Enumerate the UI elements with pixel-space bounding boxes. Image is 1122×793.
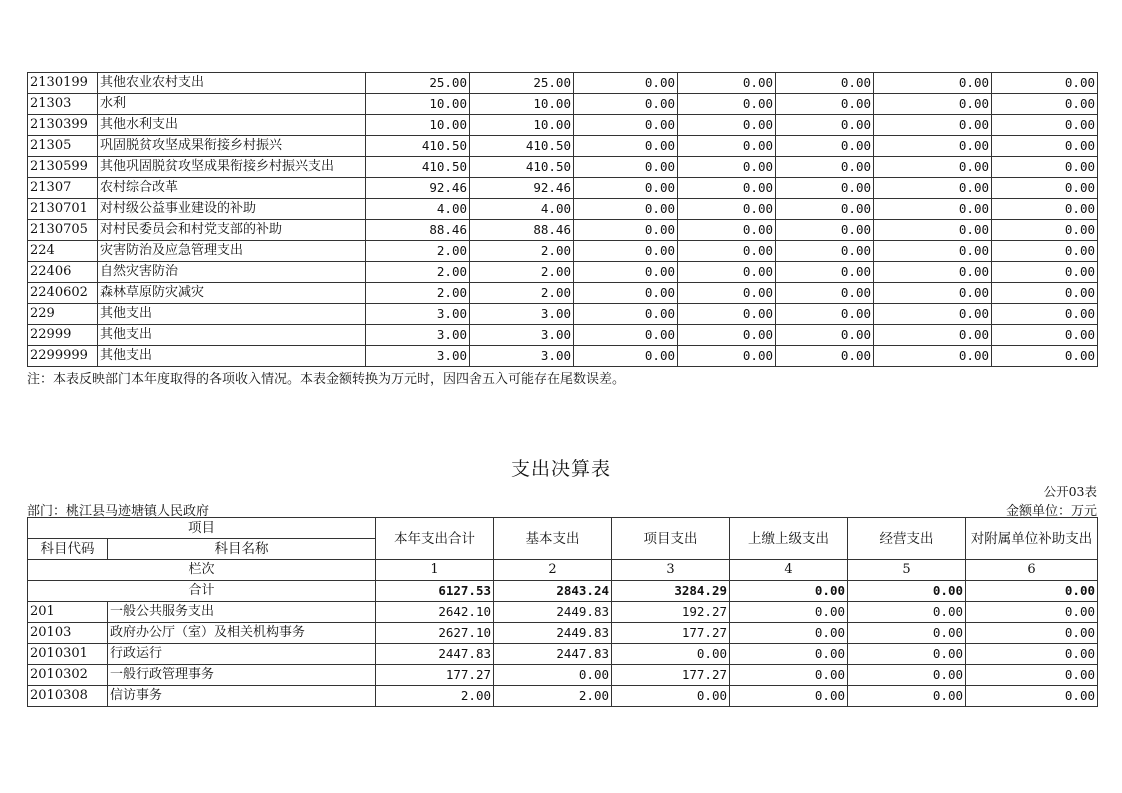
subject-code: 2130599: [28, 157, 98, 178]
amount-cell: 2.00: [470, 241, 574, 262]
amount-cell: 0.00: [574, 241, 678, 262]
amount-cell: 0.00: [730, 623, 848, 644]
column-number: 2: [494, 560, 612, 581]
amount-cell: 0.00: [992, 346, 1098, 367]
amount-cell: 2627.10: [376, 623, 494, 644]
amount-cell: 2449.83: [494, 623, 612, 644]
amount-cell: 0.00: [874, 199, 992, 220]
total-value: 0.00: [966, 581, 1098, 602]
amount-cell: 25.00: [470, 73, 574, 94]
amount-cell: 0.00: [678, 115, 776, 136]
amount-cell: 0.00: [776, 220, 874, 241]
subject-code: 21307: [28, 178, 98, 199]
table-row: [28, 199, 1098, 220]
amount-cell: 0.00: [574, 73, 678, 94]
amount-cell: 0.00: [874, 73, 992, 94]
column-header: 项目支出: [612, 518, 730, 560]
amount-cell: 0.00: [874, 304, 992, 325]
total-value: 0.00: [848, 581, 966, 602]
amount-cell: 0.00: [574, 304, 678, 325]
amount-cell: 0.00: [574, 136, 678, 157]
amount-cell: 0.00: [678, 73, 776, 94]
amount-cell: 0.00: [874, 241, 992, 262]
subject-name: 一般公共服务支出: [108, 602, 376, 623]
amount-cell: 10.00: [470, 115, 574, 136]
amount-cell: 0.00: [776, 73, 874, 94]
amount-cell: 0.00: [874, 157, 992, 178]
amount-cell: 410.50: [366, 157, 470, 178]
subject-code: 2130399: [28, 115, 98, 136]
subject-code: 2130701: [28, 199, 98, 220]
subject-code: 2010301: [28, 644, 108, 665]
amount-cell: 0.00: [776, 346, 874, 367]
amount-cell: 0.00: [678, 178, 776, 199]
amount-cell: 0.00: [776, 241, 874, 262]
amount-cell: 0.00: [730, 602, 848, 623]
amount-cell: 4.00: [366, 199, 470, 220]
amount-cell: 2447.83: [376, 644, 494, 665]
amount-cell: 0.00: [966, 665, 1098, 686]
amount-cell: 0.00: [848, 602, 966, 623]
amount-cell: 0.00: [992, 178, 1098, 199]
page-title: 支出决算表: [510, 458, 611, 480]
amount-cell: 2.00: [470, 262, 574, 283]
amount-cell: 0.00: [874, 94, 992, 115]
amount-cell: 0.00: [678, 220, 776, 241]
subject-code: 22999: [28, 325, 98, 346]
amount-cell: 410.50: [470, 157, 574, 178]
subject-code: 2010308: [28, 686, 108, 707]
amount-cell: 0.00: [776, 94, 874, 115]
amount-cell: 0.00: [848, 665, 966, 686]
subject-name: 对村级公益事业建设的补助: [98, 199, 366, 220]
subject-name: 森林草原防灾减灾: [98, 283, 366, 304]
amount-cell: 2.00: [366, 262, 470, 283]
unit-label: 金额单位：万元: [1005, 504, 1097, 519]
subject-code: 2299999: [28, 346, 98, 367]
subject-name: 其他巩固脱贫攻坚成果衔接乡村振兴支出: [98, 157, 366, 178]
amount-cell: 0.00: [874, 115, 992, 136]
amount-cell: 177.27: [376, 665, 494, 686]
subject-code: 2130705: [28, 220, 98, 241]
table-row: [28, 115, 1098, 136]
amount-cell: 0.00: [776, 115, 874, 136]
amount-cell: 0.00: [776, 199, 874, 220]
table-row: [28, 94, 1098, 115]
table-row: [28, 665, 1098, 686]
table-row: [28, 686, 1098, 707]
column-number: 1: [376, 560, 494, 581]
amount-cell: 0.00: [678, 157, 776, 178]
amount-cell: 3.00: [470, 325, 574, 346]
amount-cell: 0.00: [776, 325, 874, 346]
amount-cell: 0.00: [612, 644, 730, 665]
amount-cell: 0.00: [678, 199, 776, 220]
code-header: 科目代码: [28, 539, 108, 560]
amount-cell: 10.00: [366, 94, 470, 115]
subject-code: 201: [28, 602, 108, 623]
subject-name: 其他农业农村支出: [98, 73, 366, 94]
item-header: 项目: [28, 518, 376, 539]
amount-cell: 0.00: [776, 157, 874, 178]
table-row: [28, 136, 1098, 157]
amount-cell: 192.27: [612, 602, 730, 623]
amount-cell: 0.00: [874, 346, 992, 367]
amount-cell: 3.00: [366, 325, 470, 346]
table-row: [28, 220, 1098, 241]
column-header: 基本支出: [494, 518, 612, 560]
amount-cell: 410.50: [366, 136, 470, 157]
department-label: 部门：桃江县马迹塘镇人民政府: [27, 504, 210, 519]
subject-code: 22406: [28, 262, 98, 283]
table-row: [28, 304, 1098, 325]
amount-cell: 0.00: [730, 665, 848, 686]
amount-cell: 4.00: [470, 199, 574, 220]
subject-name: 一般行政管理事务: [108, 665, 376, 686]
form-number: 公开03表: [1043, 484, 1097, 499]
subject-name: 信访事务: [108, 686, 376, 707]
subject-name: 政府办公厅（室）及相关机构事务: [108, 623, 376, 644]
amount-cell: 2.00: [376, 686, 494, 707]
amount-cell: 0.00: [966, 602, 1098, 623]
expenditure-table: [27, 517, 1098, 707]
table-note: 注：本表反映部门本年度取得的各项收入情况。本表金额转换为万元时，因四舍五入可能存在尾数误差。: [27, 372, 626, 387]
subject-name: 其他支出: [98, 304, 366, 325]
subject-name: 其他支出: [98, 325, 366, 346]
amount-cell: 3.00: [366, 346, 470, 367]
amount-cell: 0.00: [966, 686, 1098, 707]
amount-cell: 0.00: [992, 115, 1098, 136]
amount-cell: 2.00: [494, 686, 612, 707]
amount-cell: 0.00: [874, 262, 992, 283]
amount-cell: 0.00: [574, 283, 678, 304]
amount-cell: 0.00: [874, 325, 992, 346]
amount-cell: 3.00: [470, 346, 574, 367]
amount-cell: 2.00: [366, 283, 470, 304]
amount-cell: 0.00: [874, 220, 992, 241]
amount-cell: 0.00: [966, 644, 1098, 665]
subject-code: 2010302: [28, 665, 108, 686]
header-row-1: [28, 518, 1098, 539]
subject-code: 20103: [28, 623, 108, 644]
amount-cell: 0.00: [574, 346, 678, 367]
amount-cell: 0.00: [678, 283, 776, 304]
amount-cell: 0.00: [848, 623, 966, 644]
column-header: 经营支出: [848, 518, 966, 560]
amount-cell: 0.00: [992, 262, 1098, 283]
revenue-table: [27, 72, 1098, 367]
total-value: 2843.24: [494, 581, 612, 602]
amount-cell: 0.00: [730, 686, 848, 707]
amount-cell: 0.00: [574, 325, 678, 346]
column-header: 本年支出合计: [376, 518, 494, 560]
subject-code: 2240602: [28, 283, 98, 304]
subject-name: 农村综合改革: [98, 178, 366, 199]
subject-code: 224: [28, 241, 98, 262]
amount-cell: 10.00: [470, 94, 574, 115]
amount-cell: 2.00: [470, 283, 574, 304]
amount-cell: 0.00: [992, 325, 1098, 346]
amount-cell: 3.00: [470, 304, 574, 325]
amount-cell: 0.00: [678, 241, 776, 262]
total-value: 0.00: [730, 581, 848, 602]
amount-cell: 0.00: [574, 157, 678, 178]
amount-cell: 0.00: [574, 178, 678, 199]
table-row: [28, 178, 1098, 199]
subject-name: 巩固脱贫攻坚成果衔接乡村振兴: [98, 136, 366, 157]
amount-cell: 92.46: [470, 178, 574, 199]
amount-cell: 0.00: [992, 73, 1098, 94]
subject-name: 其他水利支出: [98, 115, 366, 136]
amount-cell: 2447.83: [494, 644, 612, 665]
amount-cell: 25.00: [366, 73, 470, 94]
amount-cell: 10.00: [366, 115, 470, 136]
table-row: [28, 157, 1098, 178]
amount-cell: 3.00: [366, 304, 470, 325]
amount-cell: 0.00: [612, 686, 730, 707]
amount-cell: 0.00: [776, 262, 874, 283]
table-row: [28, 623, 1098, 644]
amount-cell: 2.00: [366, 241, 470, 262]
amount-cell: 0.00: [678, 136, 776, 157]
table-row: [28, 602, 1098, 623]
amount-cell: 0.00: [730, 644, 848, 665]
amount-cell: 0.00: [966, 623, 1098, 644]
amount-cell: 0.00: [574, 262, 678, 283]
amount-cell: 2449.83: [494, 602, 612, 623]
amount-cell: 2642.10: [376, 602, 494, 623]
amount-cell: 0.00: [848, 644, 966, 665]
amount-cell: 0.00: [992, 136, 1098, 157]
table-row: [28, 325, 1098, 346]
subject-name: 自然灾害防治: [98, 262, 366, 283]
amount-cell: 0.00: [992, 241, 1098, 262]
subject-code: 2130199: [28, 73, 98, 94]
amount-cell: 0.00: [494, 665, 612, 686]
amount-cell: 0.00: [992, 157, 1098, 178]
amount-cell: 0.00: [992, 94, 1098, 115]
amount-cell: 92.46: [366, 178, 470, 199]
column-number: 3: [612, 560, 730, 581]
subject-code: 229: [28, 304, 98, 325]
column-number: 4: [730, 560, 848, 581]
name-header: 科目名称: [108, 539, 376, 560]
amount-cell: 0.00: [776, 178, 874, 199]
total-label: 合计: [28, 581, 376, 602]
subject-name: 水利: [98, 94, 366, 115]
column-header: 上缴上级支出: [730, 518, 848, 560]
amount-cell: 0.00: [992, 220, 1098, 241]
amount-cell: 0.00: [678, 325, 776, 346]
table-row: [28, 283, 1098, 304]
subject-name: 灾害防治及应急管理支出: [98, 241, 366, 262]
amount-cell: 177.27: [612, 665, 730, 686]
amount-cell: 410.50: [470, 136, 574, 157]
table-row: [28, 262, 1098, 283]
amount-cell: 0.00: [678, 94, 776, 115]
column-header: 对附属单位补助支出: [966, 518, 1098, 560]
subject-code: 21305: [28, 136, 98, 157]
column-number-row: [28, 560, 1098, 581]
amount-cell: 177.27: [612, 623, 730, 644]
amount-cell: 0.00: [678, 346, 776, 367]
table-row: [28, 644, 1098, 665]
amount-cell: 0.00: [776, 283, 874, 304]
amount-cell: 0.00: [574, 115, 678, 136]
table-row: [28, 241, 1098, 262]
row-label: 栏次: [28, 560, 376, 581]
subject-name: 对村民委员会和村党支部的补助: [98, 220, 366, 241]
amount-cell: 0.00: [874, 178, 992, 199]
subject-name: 行政运行: [108, 644, 376, 665]
column-number: 6: [966, 560, 1098, 581]
amount-cell: 0.00: [848, 686, 966, 707]
amount-cell: 0.00: [574, 94, 678, 115]
amount-cell: 0.00: [992, 283, 1098, 304]
amount-cell: 0.00: [874, 283, 992, 304]
total-row: [28, 581, 1098, 602]
amount-cell: 0.00: [678, 304, 776, 325]
table-row: [28, 346, 1098, 367]
column-number: 5: [848, 560, 966, 581]
subject-name: 其他支出: [98, 346, 366, 367]
amount-cell: 0.00: [776, 136, 874, 157]
table-row: [28, 73, 1098, 94]
amount-cell: 0.00: [574, 199, 678, 220]
amount-cell: 0.00: [776, 304, 874, 325]
amount-cell: 88.46: [470, 220, 574, 241]
amount-cell: 88.46: [366, 220, 470, 241]
amount-cell: 0.00: [678, 262, 776, 283]
amount-cell: 0.00: [992, 199, 1098, 220]
subject-code: 21303: [28, 94, 98, 115]
total-value: 3284.29: [612, 581, 730, 602]
total-value: 6127.53: [376, 581, 494, 602]
amount-cell: 0.00: [874, 136, 992, 157]
amount-cell: 0.00: [574, 220, 678, 241]
amount-cell: 0.00: [992, 304, 1098, 325]
